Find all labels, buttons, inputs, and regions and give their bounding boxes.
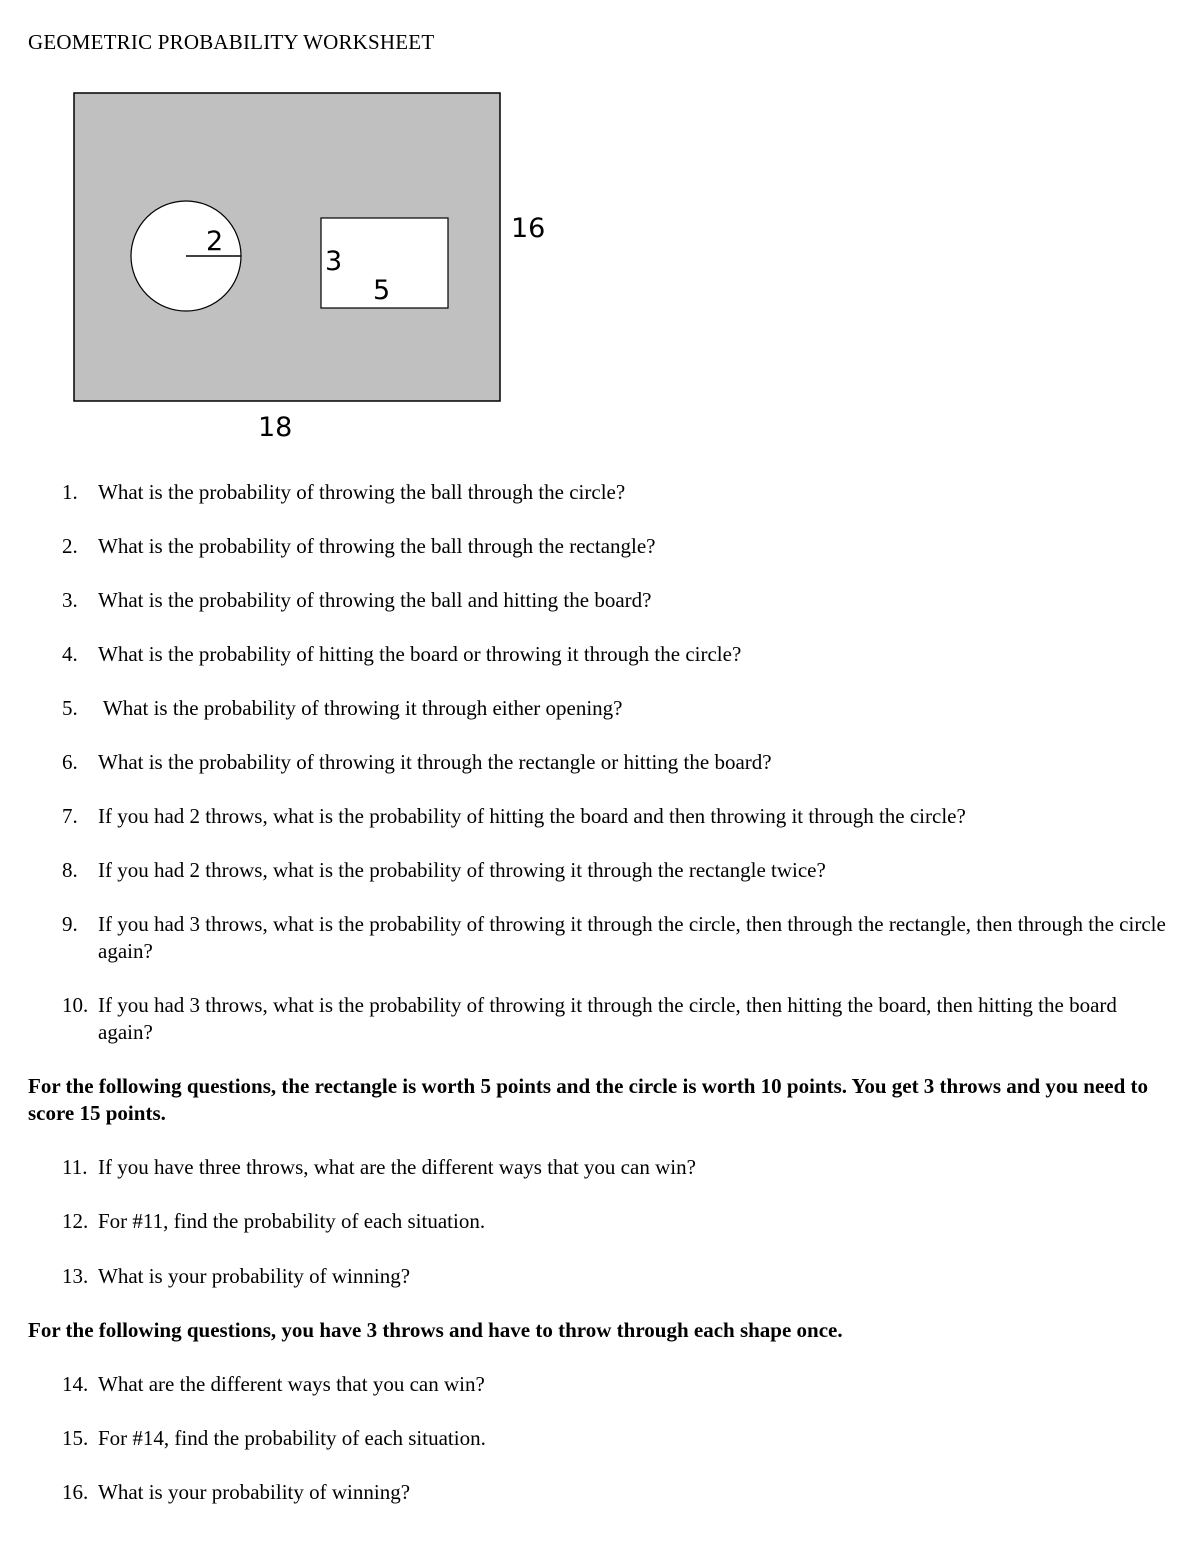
worksheet-title: GEOMETRIC PROBABILITY WORKSHEET: [28, 30, 435, 54]
question-number: 11.: [62, 1155, 88, 1179]
question-15: [62, 1425, 1172, 1452]
question-text: For #14, find the probability of each situation.: [98, 1426, 486, 1450]
question-4: [62, 641, 1172, 668]
question-7: [62, 803, 1172, 830]
question-16: [62, 1479, 1172, 1506]
question-5: [62, 695, 1172, 722]
question-text: What is the probability of throwing the ball and hitting the board?: [98, 588, 652, 612]
question-text: What is your probability of winning?: [98, 1480, 411, 1504]
question-text: What is the probability of throwing the ball through the circle?: [98, 480, 626, 504]
question-2: [62, 533, 1172, 560]
question-13: [62, 1263, 1172, 1290]
question-number: 13.: [62, 1264, 89, 1288]
question-6: [62, 749, 1172, 776]
instruction-each-shape: For the following questions, you have 3 throws and have to throw through each shape once.: [28, 1318, 843, 1342]
question-text: What is the probability of hitting the board or throwing it through the circle?: [98, 642, 742, 666]
question-14: [62, 1371, 1172, 1398]
question-text: If you had 3 throws, what is the probability of throwing it through the circle, then through the rectangle, then through the circle again?: [98, 912, 1166, 963]
question-text: What are the different ways that you can win?: [98, 1372, 485, 1396]
question-number: 14.: [62, 1372, 89, 1396]
question-text: What is your probability of winning?: [98, 1264, 411, 1288]
question-number: 8.: [62, 858, 78, 882]
question-text: If you have three throws, what are the different ways that you can win?: [98, 1155, 696, 1179]
question-text: If you had 2 throws, what is the probability of throwing it through the rectangle twice?: [98, 858, 826, 882]
board-diagram: [0, 0, 620, 450]
rect-height-label: 3: [325, 246, 343, 277]
question-9: [62, 911, 1172, 965]
question-number: 3.: [62, 588, 78, 612]
question-text: If you had 3 throws, what is the probability of throwing it through the circle, then hitting the board, then hitting the board again?: [98, 993, 1117, 1044]
question-number: 16.: [62, 1480, 89, 1504]
circle-radius-label: 2: [206, 226, 224, 257]
question-number: 7.: [62, 804, 78, 828]
question-number: 9.: [62, 912, 78, 936]
question-number: 12.: [62, 1209, 89, 1233]
board-height-label: 16: [511, 213, 546, 244]
question-text: For #11, find the probability of each situation.: [98, 1209, 486, 1233]
question-text: What is the probability of throwing the ball through the rectangle?: [98, 534, 656, 558]
question-8: [62, 857, 1172, 884]
rect-width-label: 5: [373, 275, 391, 306]
question-3: [62, 587, 1172, 614]
question-10: [62, 992, 1172, 1046]
question-number: 1.: [62, 480, 78, 504]
instruction-points: For the following questions, the rectangle is worth 5 points and the circle is worth 10 points. You get 3 throws and you need to score 15 points.: [28, 1074, 1149, 1125]
question-number: 10.: [62, 993, 89, 1017]
question-number: 5.: [62, 696, 78, 720]
question-text: What is the probability of throwing it through either opening?: [98, 696, 623, 720]
question-number: 15.: [62, 1426, 89, 1450]
question-12: [62, 1208, 1172, 1235]
question-number: 2.: [62, 534, 78, 558]
question-text: What is the probability of throwing it through the rectangle or hitting the board?: [98, 750, 772, 774]
question-11: [62, 1154, 1172, 1181]
question-number: 4.: [62, 642, 78, 666]
question-number: 6.: [62, 750, 78, 774]
board-width-label: 18: [258, 412, 293, 443]
question-1: [62, 479, 1172, 506]
question-text: If you had 2 throws, what is the probability of hitting the board and then throwing it through the circle?: [98, 804, 966, 828]
